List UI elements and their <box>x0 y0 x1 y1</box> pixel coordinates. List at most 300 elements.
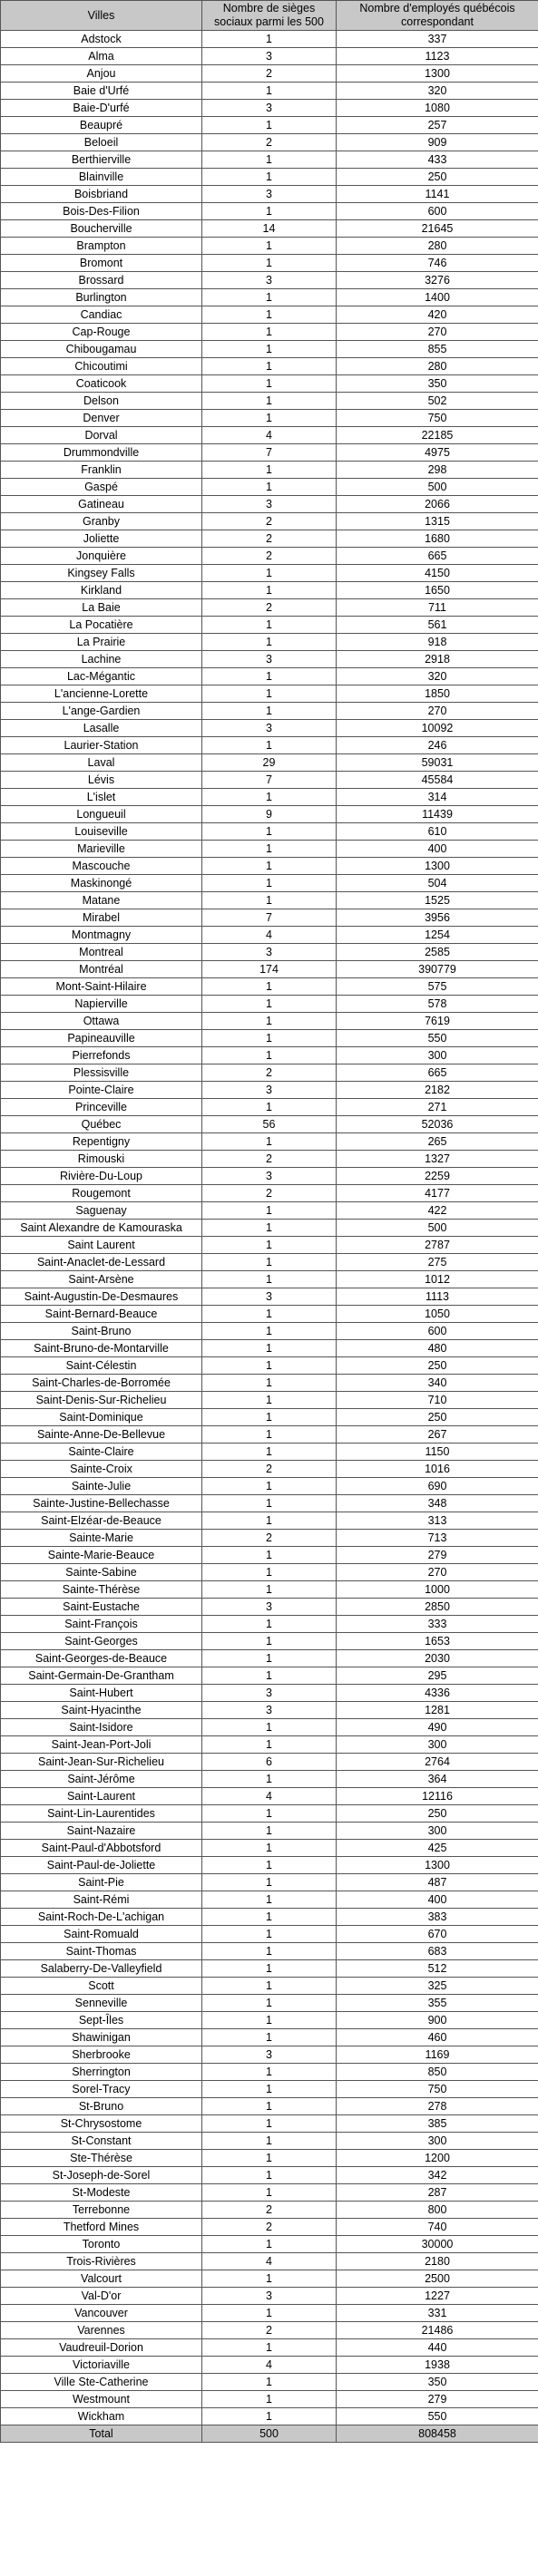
table-row <box>1 117 538 134</box>
city-cell: Papineauville <box>1 1030 202 1047</box>
city-cell: Saint-Nazaire <box>1 1823 202 1840</box>
employee-count-cell: 275 <box>337 1254 538 1271</box>
headquarters-count-cell: 1 <box>202 1805 337 1823</box>
headquarters-count-cell: 1 <box>202 1444 337 1461</box>
headquarters-count-cell: 3 <box>202 1599 337 1616</box>
headquarters-count-cell: 1 <box>202 358 337 375</box>
table-row <box>1 2064 538 2081</box>
table-row <box>1 754 538 772</box>
city-cell: Saint-Bruno-de-Montarville <box>1 1340 202 1357</box>
table-row <box>1 1444 538 1461</box>
headquarters-count-cell: 1 <box>202 2064 337 2081</box>
employee-count-cell: 11439 <box>337 806 538 823</box>
city-cell: Beaupré <box>1 117 202 134</box>
headquarters-count-cell: 1 <box>202 479 337 496</box>
table-row <box>1 375 538 393</box>
headquarters-count-cell: 1 <box>202 1650 337 1667</box>
headquarters-count-cell: 2 <box>202 2219 337 2236</box>
headquarters-count-cell: 1 <box>202 582 337 599</box>
headquarters-count-cell: 1 <box>202 1874 337 1891</box>
city-cell: Pierrefonds <box>1 1047 202 1064</box>
city-cell: Cap-Rouge <box>1 324 202 341</box>
employee-count-cell: 390779 <box>337 961 538 978</box>
employee-count-cell: 314 <box>337 789 538 806</box>
headquarters-count-cell: 1 <box>202 1030 337 1047</box>
table-row <box>1 100 538 117</box>
table-row <box>1 1719 538 1736</box>
employee-count-cell: 1254 <box>337 927 538 944</box>
city-cell: Sainte-Croix <box>1 1461 202 1478</box>
headquarters-count-cell: 1 <box>202 1840 337 1857</box>
headquarters-count-cell: 2 <box>202 2202 337 2219</box>
city-cell: Victoriaville <box>1 2357 202 2374</box>
headquarters-count-cell: 1 <box>202 1133 337 1151</box>
employee-count-cell: 257 <box>337 117 538 134</box>
headquarters-count-cell: 1 <box>202 2270 337 2288</box>
table-row <box>1 823 538 841</box>
headquarters-count-cell: 3 <box>202 1168 337 1185</box>
table-row <box>1 1409 538 1426</box>
table-row <box>1 1116 538 1133</box>
city-cell: Kirkland <box>1 582 202 599</box>
employee-count-cell: 504 <box>337 875 538 892</box>
headquarters-count-cell: 1 <box>202 393 337 410</box>
table-row <box>1 944 538 961</box>
employee-count-cell: 1850 <box>337 685 538 703</box>
table-row <box>1 1702 538 1719</box>
headquarters-count-cell: 1 <box>202 1392 337 1409</box>
headquarters-count-cell: 2 <box>202 530 337 548</box>
header-employee-count: Nombre d'employés québécois correspondant <box>337 1 538 31</box>
city-cell: Toronto <box>1 2236 202 2253</box>
table-row <box>1 1616 538 1633</box>
city-cell: Burlington <box>1 289 202 306</box>
city-cell: Saint-Charles-de-Borromée <box>1 1375 202 1392</box>
headquarters-count-cell: 1 <box>202 2133 337 2150</box>
employee-count-cell: 2850 <box>337 1599 538 1616</box>
table-row <box>1 1237 538 1254</box>
employee-count-cell: 1315 <box>337 513 538 530</box>
table-row <box>1 2184 538 2202</box>
table-row <box>1 1926 538 1943</box>
employee-count-cell: 385 <box>337 2115 538 2133</box>
city-cell: Berthierville <box>1 151 202 169</box>
table-row <box>1 1771 538 1788</box>
table-row <box>1 1288 538 1306</box>
table-row <box>1 806 538 823</box>
table-row <box>1 1064 538 1082</box>
city-cell: Lachine <box>1 651 202 668</box>
table-row <box>1 1581 538 1599</box>
city-cell: Saint-Eustache <box>1 1599 202 1616</box>
headquarters-count-cell: 4 <box>202 1788 337 1805</box>
headquarters-count-cell: 1 <box>202 1667 337 1685</box>
headquarters-count-cell: 1 <box>202 617 337 634</box>
city-cell: Franklin <box>1 462 202 479</box>
headquarters-count-cell: 1 <box>202 2081 337 2098</box>
headquarters-count-cell: 1 <box>202 1736 337 1754</box>
employee-count-cell: 342 <box>337 2167 538 2184</box>
employee-count-cell: 610 <box>337 823 538 841</box>
table-row <box>1 1495 538 1512</box>
table-row <box>1 1960 538 1978</box>
employee-count-cell: 1000 <box>337 1581 538 1599</box>
table-row <box>1 186 538 203</box>
headquarters-count-cell: 1 <box>202 341 337 358</box>
employee-count-cell: 1300 <box>337 65 538 83</box>
table-row <box>1 858 538 875</box>
table-row <box>1 272 538 289</box>
table-row <box>1 2167 538 2184</box>
employee-count-cell: 300 <box>337 2133 538 2150</box>
table-row <box>1 341 538 358</box>
employee-count-cell: 331 <box>337 2305 538 2322</box>
city-cell: Repentigny <box>1 1133 202 1151</box>
city-cell: St-Modeste <box>1 2184 202 2202</box>
city-cell: Granby <box>1 513 202 530</box>
employee-count-cell: 665 <box>337 548 538 565</box>
city-cell: Ottawa <box>1 1013 202 1030</box>
city-cell: Saint-Laurent <box>1 1788 202 1805</box>
table-row <box>1 651 538 668</box>
city-cell: Drummondville <box>1 444 202 462</box>
employee-count-cell: 1150 <box>337 1444 538 1461</box>
table-row <box>1 358 538 375</box>
headquarters-count-cell: 1 <box>202 1995 337 2012</box>
employee-count-cell: 3276 <box>337 272 538 289</box>
city-cell: Saint-Georges-de-Beauce <box>1 1650 202 1667</box>
table-row <box>1 1891 538 1909</box>
employee-count-cell: 320 <box>337 83 538 100</box>
employee-count-cell: 690 <box>337 1478 538 1495</box>
city-cell: Saint Alexandre de Kamouraska <box>1 1220 202 1237</box>
headquarters-count-cell: 1 <box>202 996 337 1013</box>
table-row <box>1 1512 538 1530</box>
table-row <box>1 2046 538 2064</box>
headquarters-count-cell: 1 <box>202 151 337 169</box>
headquarters-count-cell: 3 <box>202 1702 337 1719</box>
table-row <box>1 83 538 100</box>
headquarters-count-cell: 3 <box>202 1288 337 1306</box>
table-row <box>1 2253 538 2270</box>
table-row <box>1 462 538 479</box>
table-row <box>1 1530 538 1547</box>
headquarters-count-cell: 1 <box>202 324 337 341</box>
table-row <box>1 203 538 220</box>
table-row <box>1 1133 538 1151</box>
city-cell: Saint Laurent <box>1 1237 202 1254</box>
city-cell: Thetford Mines <box>1 2219 202 2236</box>
employee-count-cell: 665 <box>337 1064 538 1082</box>
table-row <box>1 1220 538 1237</box>
city-cell: Saint-Romuald <box>1 1926 202 1943</box>
headquarters-count-cell: 1 <box>202 1306 337 1323</box>
city-cell: La Baie <box>1 599 202 617</box>
city-cell: Saint-Paul-d'Abbotsford <box>1 1840 202 1857</box>
city-cell: Baie-D'urfé <box>1 100 202 117</box>
city-cell: Boisbriand <box>1 186 202 203</box>
table-row <box>1 1030 538 1047</box>
headquarters-count-cell: 1 <box>202 565 337 582</box>
table-row <box>1 1185 538 1202</box>
city-cell: Saint-Isidore <box>1 1719 202 1736</box>
employee-count-cell: 490 <box>337 1719 538 1736</box>
headquarters-count-cell: 1 <box>202 117 337 134</box>
city-cell: Pointe-Claire <box>1 1082 202 1099</box>
employee-count-cell: 575 <box>337 978 538 996</box>
table-row <box>1 2133 538 2150</box>
city-cell: Maskinongé <box>1 875 202 892</box>
city-cell: Laurier-Station <box>1 737 202 754</box>
employee-count-cell: 750 <box>337 2081 538 2098</box>
table-row <box>1 720 538 737</box>
headquarters-count-cell: 1 <box>202 1375 337 1392</box>
employee-count-cell: 270 <box>337 703 538 720</box>
table-row <box>1 1202 538 1220</box>
headquarters-count-cell: 56 <box>202 1116 337 1133</box>
city-cell: Saint-Hubert <box>1 1685 202 1702</box>
table-body <box>1 31 538 2425</box>
table-row <box>1 737 538 754</box>
city-cell: Baie d'Urfé <box>1 83 202 100</box>
table-row <box>1 599 538 617</box>
city-cell: Mont-Saint-Hilaire <box>1 978 202 996</box>
headquarters-count-cell: 2 <box>202 1185 337 1202</box>
table-row <box>1 1685 538 1702</box>
city-cell: Saint-Jean-Sur-Richelieu <box>1 1754 202 1771</box>
employee-count-cell: 746 <box>337 255 538 272</box>
city-cell: Saint-Germain-De-Grantham <box>1 1667 202 1685</box>
employee-count-cell: 2500 <box>337 2270 538 2288</box>
table-row <box>1 892 538 909</box>
headquarters-count-cell: 2 <box>202 548 337 565</box>
employee-count-cell: 400 <box>337 1891 538 1909</box>
headquarters-count-cell: 4 <box>202 427 337 444</box>
employee-count-cell: 2918 <box>337 651 538 668</box>
employee-count-cell: 550 <box>337 1030 538 1047</box>
employee-count-cell: 2585 <box>337 944 538 961</box>
headquarters-count-cell: 1 <box>202 1616 337 1633</box>
employee-count-cell: 2259 <box>337 1168 538 1185</box>
headquarters-count-cell: 7 <box>202 444 337 462</box>
employee-count-cell: 250 <box>337 1409 538 1426</box>
table-row <box>1 393 538 410</box>
city-cell: Vaudreuil-Dorion <box>1 2339 202 2357</box>
table-row <box>1 2391 538 2408</box>
city-cell: Delson <box>1 393 202 410</box>
headquarters-count-cell: 1 <box>202 1512 337 1530</box>
city-cell: Longueuil <box>1 806 202 823</box>
employee-count-cell: 1327 <box>337 1151 538 1168</box>
table-row <box>1 1375 538 1392</box>
headquarters-count-cell: 1 <box>202 1409 337 1426</box>
headquarters-count-cell: 1 <box>202 703 337 720</box>
city-cell: Saint-Anaclet-de-Lessard <box>1 1254 202 1271</box>
table-row <box>1 1874 538 1891</box>
employee-count-cell: 561 <box>337 617 538 634</box>
headquarters-count-cell: 1 <box>202 1926 337 1943</box>
city-cell: Mascouche <box>1 858 202 875</box>
table-row <box>1 134 538 151</box>
table-row <box>1 1357 538 1375</box>
employee-count-cell: 340 <box>337 1375 538 1392</box>
employee-count-cell: 710 <box>337 1392 538 1409</box>
table-row <box>1 2305 538 2322</box>
employee-count-cell: 52036 <box>337 1116 538 1133</box>
city-cell: Kingsey Falls <box>1 565 202 582</box>
headquarters-count-cell: 1 <box>202 2339 337 2357</box>
city-cell: Rougemont <box>1 1185 202 1202</box>
city-cell: Saint-Bruno <box>1 1323 202 1340</box>
headquarters-count-cell: 3 <box>202 272 337 289</box>
employee-count-cell: 10092 <box>337 720 538 737</box>
table-row <box>1 685 538 703</box>
table-row <box>1 1168 538 1185</box>
headquarters-count-cell: 1 <box>202 462 337 479</box>
city-cell: Alma <box>1 48 202 65</box>
city-cell: Senneville <box>1 1995 202 2012</box>
employee-count-cell: 909 <box>337 134 538 151</box>
table-row <box>1 2339 538 2357</box>
table-row <box>1 703 538 720</box>
city-cell: Lasalle <box>1 720 202 737</box>
headquarters-count-cell: 3 <box>202 2288 337 2305</box>
employee-count-cell: 3956 <box>337 909 538 927</box>
headquarters-count-cell: 3 <box>202 496 337 513</box>
headquarters-count-cell: 1 <box>202 634 337 651</box>
city-cell: Jonquière <box>1 548 202 565</box>
employee-count-cell: 59031 <box>337 754 538 772</box>
employee-count-cell: 279 <box>337 1547 538 1564</box>
employee-count-cell: 713 <box>337 1530 538 1547</box>
headquarters-count-cell: 1 <box>202 1271 337 1288</box>
city-cell: Wickham <box>1 2408 202 2425</box>
table-row <box>1 2288 538 2305</box>
employee-count-cell: 4150 <box>337 565 538 582</box>
table-row <box>1 1461 538 1478</box>
city-cell: L'ancienne-Lorette <box>1 685 202 703</box>
employee-count-cell: 45584 <box>337 772 538 789</box>
employee-count-cell: 2030 <box>337 1650 538 1667</box>
table-row <box>1 1943 538 1960</box>
employee-count-cell: 295 <box>337 1667 538 1685</box>
city-cell: Princeville <box>1 1099 202 1116</box>
headquarters-count-cell: 1 <box>202 823 337 841</box>
headquarters-count-cell: 3 <box>202 944 337 961</box>
table-row <box>1 1840 538 1857</box>
city-cell: Saint-François <box>1 1616 202 1633</box>
table-row <box>1 789 538 806</box>
employee-count-cell: 1050 <box>337 1306 538 1323</box>
headquarters-count-cell: 1 <box>202 1719 337 1736</box>
employee-count-cell: 22185 <box>337 427 538 444</box>
headquarters-count-cell: 1 <box>202 255 337 272</box>
city-cell: Chicoutimi <box>1 358 202 375</box>
table-row <box>1 220 538 238</box>
table-row <box>1 1323 538 1340</box>
city-cell: Valcourt <box>1 2270 202 2288</box>
headquarters-count-cell: 3 <box>202 720 337 737</box>
headquarters-count-cell: 1 <box>202 2029 337 2046</box>
city-cell: Boucherville <box>1 220 202 238</box>
headquarters-count-cell: 1 <box>202 668 337 685</box>
city-cell: Dorval <box>1 427 202 444</box>
employee-count-cell: 480 <box>337 1340 538 1357</box>
table-row <box>1 324 538 341</box>
city-cell: Val-D'or <box>1 2288 202 2305</box>
table-row <box>1 565 538 582</box>
headquarters-count-cell: 1 <box>202 306 337 324</box>
table-row <box>1 978 538 996</box>
city-cell: Saint-Pie <box>1 1874 202 1891</box>
city-cell: Adstock <box>1 31 202 48</box>
employee-count-cell: 267 <box>337 1426 538 1444</box>
table-row <box>1 530 538 548</box>
city-cell: Saint-Jean-Port-Joli <box>1 1736 202 1754</box>
employee-count-cell: 246 <box>337 737 538 754</box>
headquarters-count-cell: 1 <box>202 1340 337 1357</box>
table-row <box>1 617 538 634</box>
headquarters-count-cell: 4 <box>202 2357 337 2374</box>
headquarters-count-cell: 1 <box>202 2012 337 2029</box>
employee-count-cell: 1141 <box>337 186 538 203</box>
headquarters-count-cell: 1 <box>202 1771 337 1788</box>
table-row <box>1 668 538 685</box>
headquarters-count-cell: 1 <box>202 203 337 220</box>
headquarters-count-cell: 1 <box>202 1047 337 1064</box>
table-row <box>1 65 538 83</box>
city-cell: Laval <box>1 754 202 772</box>
table-row <box>1 927 538 944</box>
city-cell: Saguenay <box>1 1202 202 1220</box>
headquarters-count-cell: 2 <box>202 1461 337 1478</box>
employee-count-cell: 287 <box>337 2184 538 2202</box>
headquarters-count-cell: 1 <box>202 169 337 186</box>
table-row <box>1 1478 538 1495</box>
headquarters-count-cell: 1 <box>202 2115 337 2133</box>
headquarters-count-cell: 3 <box>202 48 337 65</box>
table-row <box>1 634 538 651</box>
employee-count-cell: 320 <box>337 668 538 685</box>
city-cell: Gaspé <box>1 479 202 496</box>
employee-count-cell: 2764 <box>337 1754 538 1771</box>
employee-count-cell: 2180 <box>337 2253 538 2270</box>
headquarters-count-cell: 1 <box>202 685 337 703</box>
employee-count-cell: 1650 <box>337 582 538 599</box>
table-row <box>1 1082 538 1099</box>
city-cell: St-Chrysostome <box>1 2115 202 2133</box>
table-row <box>1 2081 538 2098</box>
employee-count-cell: 271 <box>337 1099 538 1116</box>
city-cell: Bromont <box>1 255 202 272</box>
headquarters-count-cell: 1 <box>202 1254 337 1271</box>
employee-count-cell: 300 <box>337 1736 538 1754</box>
employee-count-cell: 383 <box>337 1909 538 1926</box>
table-row <box>1 1099 538 1116</box>
table-row <box>1 1340 538 1357</box>
headquarters-count-cell: 1 <box>202 789 337 806</box>
header-city: Villes <box>1 1 202 31</box>
city-cell: Saint-Georges <box>1 1633 202 1650</box>
headquarters-count-cell: 1 <box>202 1891 337 1909</box>
headquarters-count-cell: 1 <box>202 2236 337 2253</box>
headquarters-count-cell: 1 <box>202 1426 337 1444</box>
employee-count-cell: 502 <box>337 393 538 410</box>
city-cell: Sainte-Marie-Beauce <box>1 1547 202 1564</box>
city-cell: Sainte-Justine-Bellechasse <box>1 1495 202 1512</box>
employee-count-cell: 500 <box>337 1220 538 1237</box>
city-cell: Trois-Rivières <box>1 2253 202 2270</box>
